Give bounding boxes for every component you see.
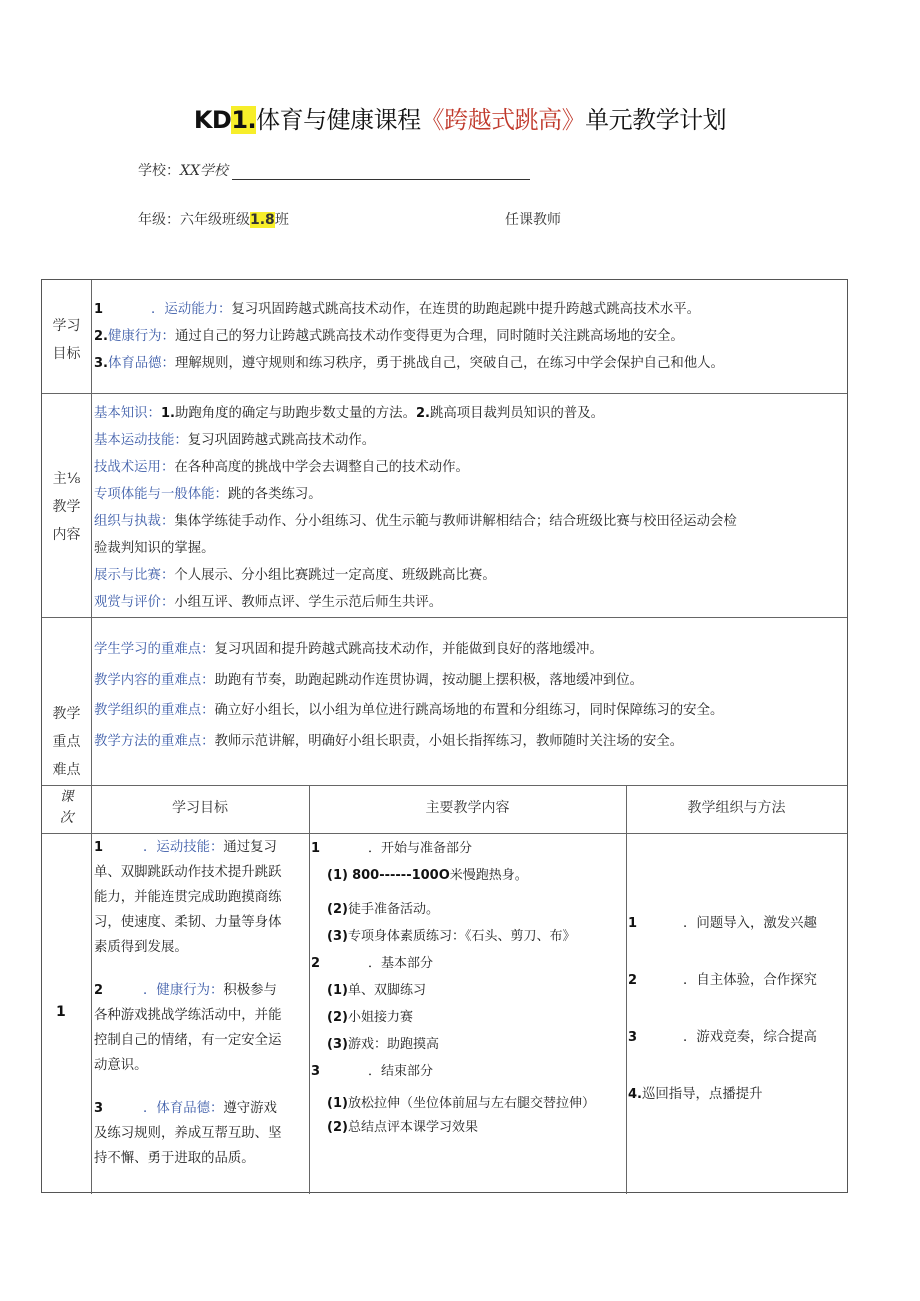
content-step: 1 ．开始与准备部分 bbox=[311, 841, 473, 856]
title-highlight: 1. bbox=[231, 106, 257, 134]
lesson-goals-cell bbox=[91, 833, 309, 1171]
method-item: 4.巡回指导，点播提升 bbox=[628, 1087, 763, 1102]
goal-text-line: 习，使速度、柔韧、力量等身体 bbox=[94, 915, 282, 930]
goal-text-line: 持不懈、勇于进取的品质。 bbox=[94, 1151, 255, 1166]
content-line: 基本知识：1.助跑角度的确定与助跑步数丈量的方法。2.跳高项目裁判员知识的普及。 bbox=[94, 406, 605, 421]
content-line: 观赏与评价：小组互评、教师点评、学生示范后师生共评。 bbox=[94, 595, 443, 610]
content-cell bbox=[91, 400, 843, 616]
teacher-label: 任课教师 bbox=[505, 212, 561, 228]
content-step: (2)总结点评本课学习效果 bbox=[327, 1120, 478, 1135]
page-title bbox=[0, 100, 920, 135]
content-line: 基本运动技能：复习巩固跨越式跳高技术动作。 bbox=[94, 433, 376, 448]
grade-value: 六年级班级 bbox=[180, 212, 250, 228]
title-red-part: 《跨越式跳高》 bbox=[420, 106, 586, 134]
content-line: 技战术运用：在各种高度的挑战中学会去调整自己的技术动作。 bbox=[94, 460, 469, 475]
title-part1: 体育与健康课程 bbox=[256, 106, 421, 134]
content-step: (1)放松拉伸（坐位体前屈与左右腿交替拉伸） bbox=[327, 1096, 595, 1111]
goal-item-2: 2.健康行为：通过自己的努力让跨越式跳高技术动作变得更为合理，同时随时关注跳高场地的安全。 bbox=[94, 329, 684, 344]
lesson-goal-3: 3 ．体育品德：遵守游戏 bbox=[94, 1101, 277, 1116]
method-item: 2 ．自主体验，合作探究 bbox=[628, 973, 817, 988]
header-lesson: 课次 bbox=[59, 789, 74, 826]
lesson-goal-2: 2 ．健康行为：积极参与 bbox=[94, 983, 277, 998]
school-value: XX学校 bbox=[180, 163, 228, 179]
lesson-goal-1: 1 ．运动技能：通过复习 bbox=[94, 840, 277, 855]
grade-suffix: 班 bbox=[274, 212, 289, 228]
content-line: 专项体能与一般体能：跳的各类练习。 bbox=[94, 487, 322, 502]
goal-text-line: 及练习规则，养成互帮互助、坚 bbox=[94, 1126, 282, 1141]
school-underline bbox=[232, 165, 530, 180]
keypoints-cell bbox=[91, 635, 843, 757]
method-item: 3 ．游戏竞奏，综合提高 bbox=[628, 1030, 817, 1045]
row-divider bbox=[42, 617, 847, 618]
title-part2: 单元教学计划 bbox=[585, 106, 727, 134]
grade-highlight: 1.8 bbox=[250, 212, 275, 228]
row-divider bbox=[42, 393, 847, 394]
content-step: 2 ．基本部分 bbox=[311, 956, 434, 971]
goal-text-line: 单、双脚跳跃动作技术提升跳跃 bbox=[94, 865, 282, 880]
content-label: 主⅛教学内容 bbox=[52, 471, 81, 543]
keypoint-line: 教学内容的重难点：助跑有节奏，助跑起跳动作连贯协调，按动腿上摆积极，落地缓冲到位。 bbox=[94, 672, 644, 688]
lesson-content-cell bbox=[309, 833, 626, 1139]
content-step: (3)游戏：助跑摸高 bbox=[327, 1037, 439, 1052]
goal-text-line: 素质得到发展。 bbox=[94, 940, 188, 955]
goal-text-line: 控制自己的情绪，有一定安全运 bbox=[94, 1033, 282, 1048]
goal-text-line: 能力，并能连贯完成助跑摸商练 bbox=[94, 890, 282, 905]
content-step: (1)单、双脚练习 bbox=[327, 983, 426, 998]
content-step: (2)徒手准备活动。 bbox=[327, 902, 439, 917]
plan-table bbox=[41, 279, 848, 1193]
content-step: 3 ．结束部分 bbox=[311, 1064, 434, 1079]
method-item: 1 ．问题导入，激发兴趣 bbox=[628, 916, 817, 931]
content-line: 展示与比赛：个人展示、分小组比赛跳过一定高度、班级跳高比赛。 bbox=[94, 568, 496, 583]
goal-item-1: 1 ．运动能力：复习巩固跨越式跳高技术动作，在连贯的助跑起跳中提升跨越式跳高技术水平。 bbox=[94, 302, 701, 317]
lesson-number: 1 bbox=[56, 1004, 66, 1020]
goals-label: 学习目标 bbox=[52, 318, 81, 362]
grade-line bbox=[138, 209, 289, 229]
keypoints-label: 教学重点难点 bbox=[52, 706, 81, 778]
content-step: (2)小姐接力赛 bbox=[327, 1010, 413, 1025]
goals-cell bbox=[91, 296, 841, 377]
school-label: 学校： bbox=[138, 163, 180, 179]
content-step: (1) 800------100O米慢跑热身。 bbox=[327, 868, 528, 883]
content-line: 验裁判知识的掌握。 bbox=[94, 541, 215, 556]
keypoint-line: 教学方法的重难点：教师示范讲解，明确好小组长职责，小姐长指挥练习，教师随时关注场的安全。 bbox=[94, 733, 684, 749]
lesson-methods-cell bbox=[626, 895, 847, 1123]
goal-text-line: 动意识。 bbox=[94, 1058, 148, 1073]
header-goals: 学习目标 bbox=[172, 800, 228, 816]
content-step: (3)专项身体素质练习：《石头、剪刀、布》 bbox=[327, 929, 576, 944]
content-line: 组织与执裁：集体学练徒手动作、分小组练习、优生示範与教师讲解相结合；结合班级比赛与校田径运动会检 bbox=[94, 514, 737, 529]
header-content: 主要教学内容 bbox=[425, 800, 510, 816]
row-divider bbox=[42, 785, 847, 786]
school-line bbox=[138, 160, 530, 180]
title-prefix: KD bbox=[193, 106, 232, 134]
keypoint-line: 学生学习的重难点：复习巩固和提升跨越式跳高技术动作，并能做到良好的落地缓冲。 bbox=[94, 642, 603, 657]
grade-label: 年级： bbox=[138, 212, 180, 228]
goal-item-3: 3.体育品德：理解规则，遵守规则和练习秩序，勇于挑战自己，突破自己，在练习中学会保护自己和他人。 bbox=[94, 356, 724, 371]
header-methods: 教学组织与方法 bbox=[687, 800, 786, 816]
keypoint-line: 教学组织的重难点：确立好小组长，以小组为单位进行跳高场地的布置和分组练习，同时保障练习的安全。 bbox=[94, 703, 724, 718]
goal-text-line: 各种游戏挑战学练活动中，并能 bbox=[94, 1008, 282, 1023]
